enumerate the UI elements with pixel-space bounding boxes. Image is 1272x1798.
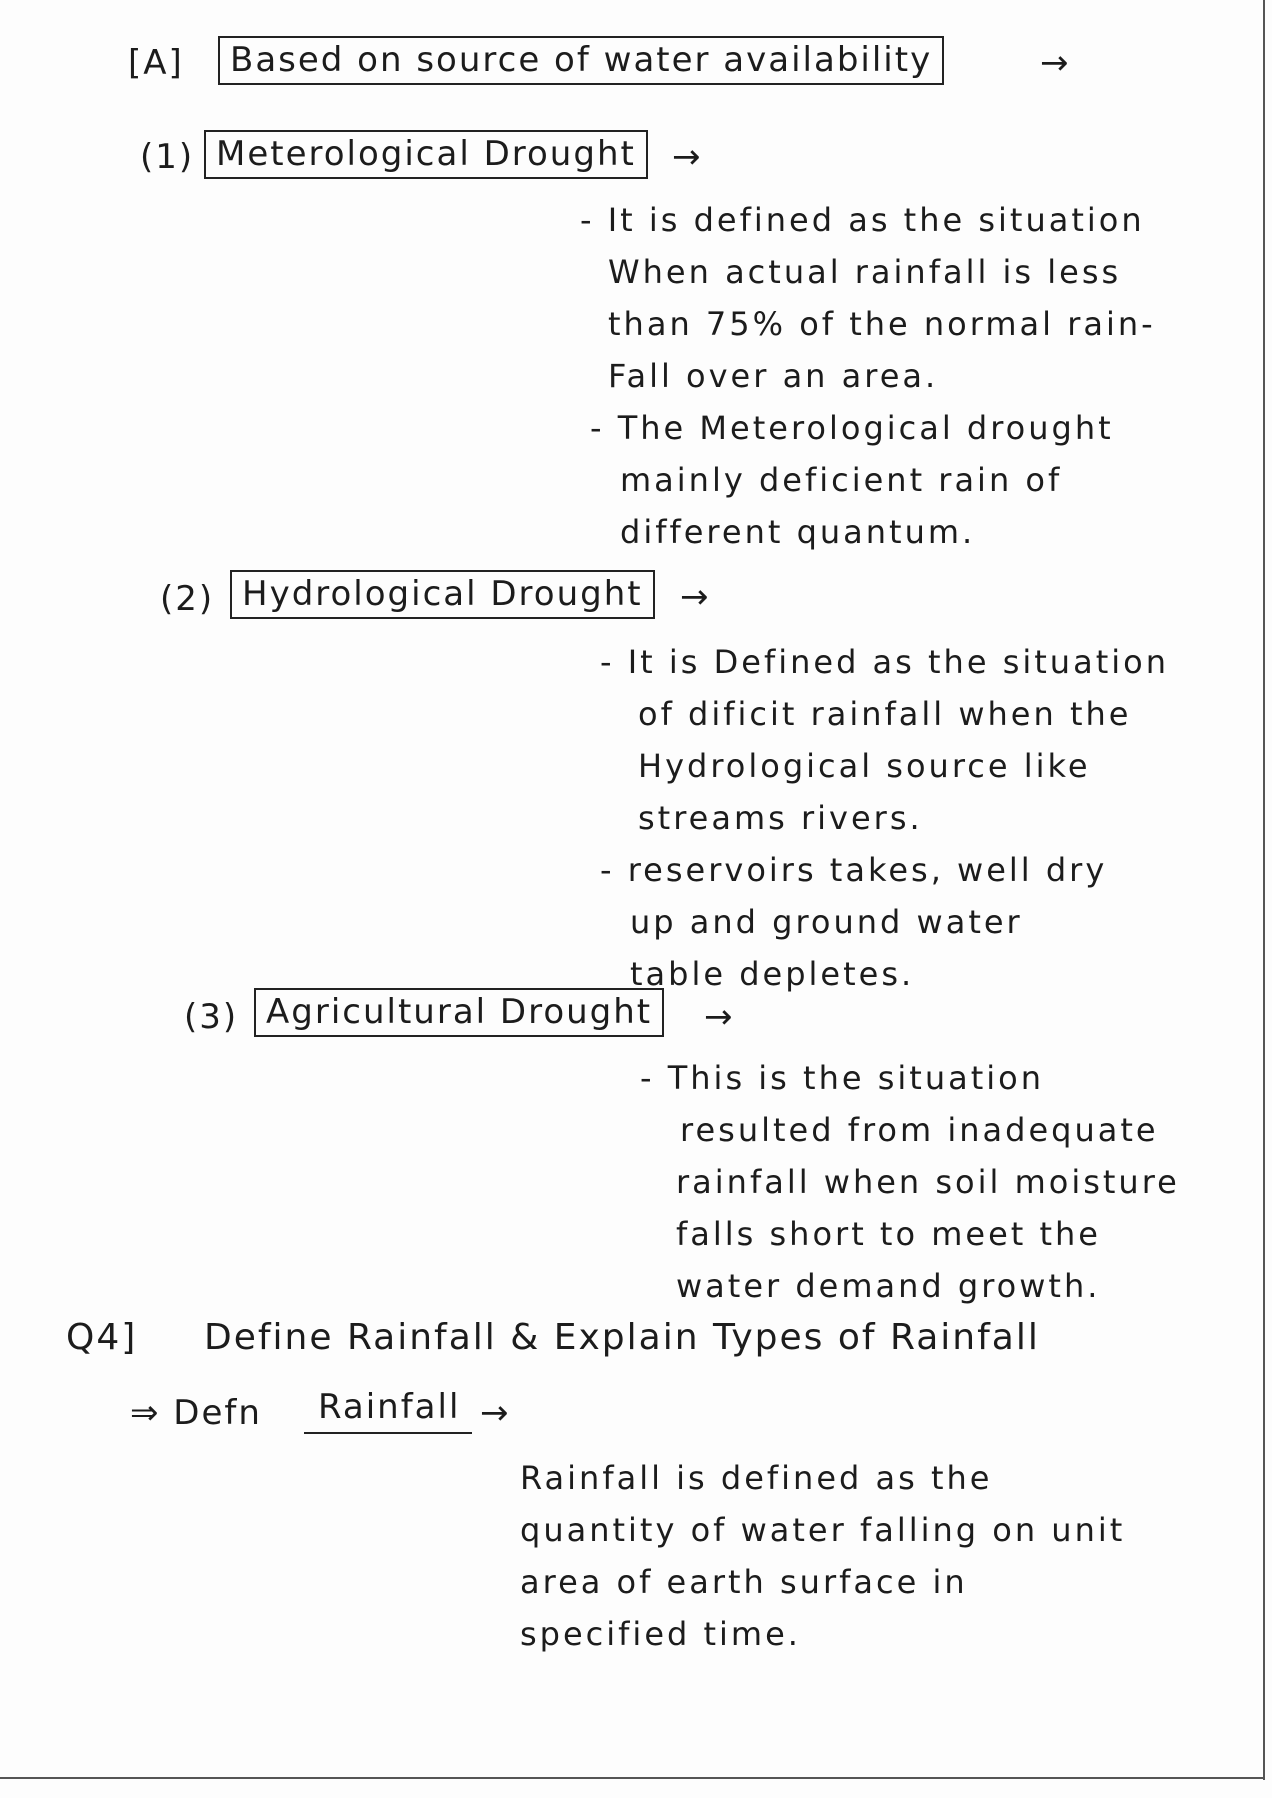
definition-line: specified time. [520, 1615, 801, 1653]
defn-term-underline [304, 1432, 472, 1434]
item1-line: Fall over an area. [608, 357, 939, 395]
item2-line: - It is Defined as the situation [600, 643, 1169, 681]
item1-description [580, 194, 1156, 558]
item3-line: resulted from inadequate [680, 1111, 1159, 1149]
item3-line: rainfall when soil moisture [676, 1163, 1180, 1201]
item2-description [600, 636, 1169, 1000]
defn-arrow-icon: → [480, 1393, 509, 1433]
rainfall-definition [520, 1452, 1125, 1660]
item1-title: Meterological Drought [204, 130, 648, 179]
item3-title: Agricultural Drought [254, 988, 664, 1037]
defn-prefix: ⇒ Defn [130, 1393, 262, 1433]
section-a-title: Based on source of water availability [218, 36, 944, 85]
item1-line: - The Meterological drought [590, 409, 1114, 447]
item1-line: - It is defined as the situation [580, 201, 1145, 239]
q4-label: Q4] [66, 1317, 138, 1358]
item1-line: mainly deficient rain of [620, 461, 1063, 499]
item3-line: water demand growth. [676, 1267, 1101, 1305]
definition-line: area of earth surface in [520, 1563, 968, 1601]
definition-line: quantity of water falling on unit [520, 1511, 1126, 1549]
item3-arrow-icon: → [704, 997, 733, 1037]
page-edge-bottom [0, 1777, 1265, 1779]
item2-number: (2) [160, 579, 215, 619]
item2-line: of dificit rainfall when the [638, 695, 1132, 733]
item2-line: streams rivers. [638, 799, 923, 837]
item3-line: - This is the situation [640, 1059, 1044, 1097]
page-edge-right [1263, 0, 1265, 1780]
item1-line: different quantum. [620, 513, 976, 551]
section-a-label: [A] [128, 43, 184, 83]
item3-description [640, 1052, 1180, 1312]
defn-term: Rainfall [318, 1387, 461, 1427]
item1-arrow-icon: → [672, 137, 701, 177]
item1-number: (1) [140, 137, 195, 177]
item2-line: up and ground water [630, 903, 1023, 941]
item2-line: - reservoirs takes, well dry [600, 851, 1108, 889]
item3-line: falls short to meet the [676, 1215, 1101, 1253]
item2-arrow-icon: → [680, 577, 709, 617]
item2-line: table depletes. [630, 955, 915, 993]
item1-line: When actual rainfall is less [608, 253, 1122, 291]
item3-number: (3) [184, 997, 239, 1037]
item1-line: than 75% of the normal rain- [608, 305, 1156, 343]
item2-title: Hydrological Drought [230, 570, 655, 619]
section-a-arrow-icon: → [1040, 43, 1069, 83]
item2-line: Hydrological source like [638, 747, 1091, 785]
q4-question: Define Rainfall & Explain Types of Rainfall [204, 1317, 1040, 1358]
definition-line: Rainfall is defined as the [520, 1459, 993, 1497]
